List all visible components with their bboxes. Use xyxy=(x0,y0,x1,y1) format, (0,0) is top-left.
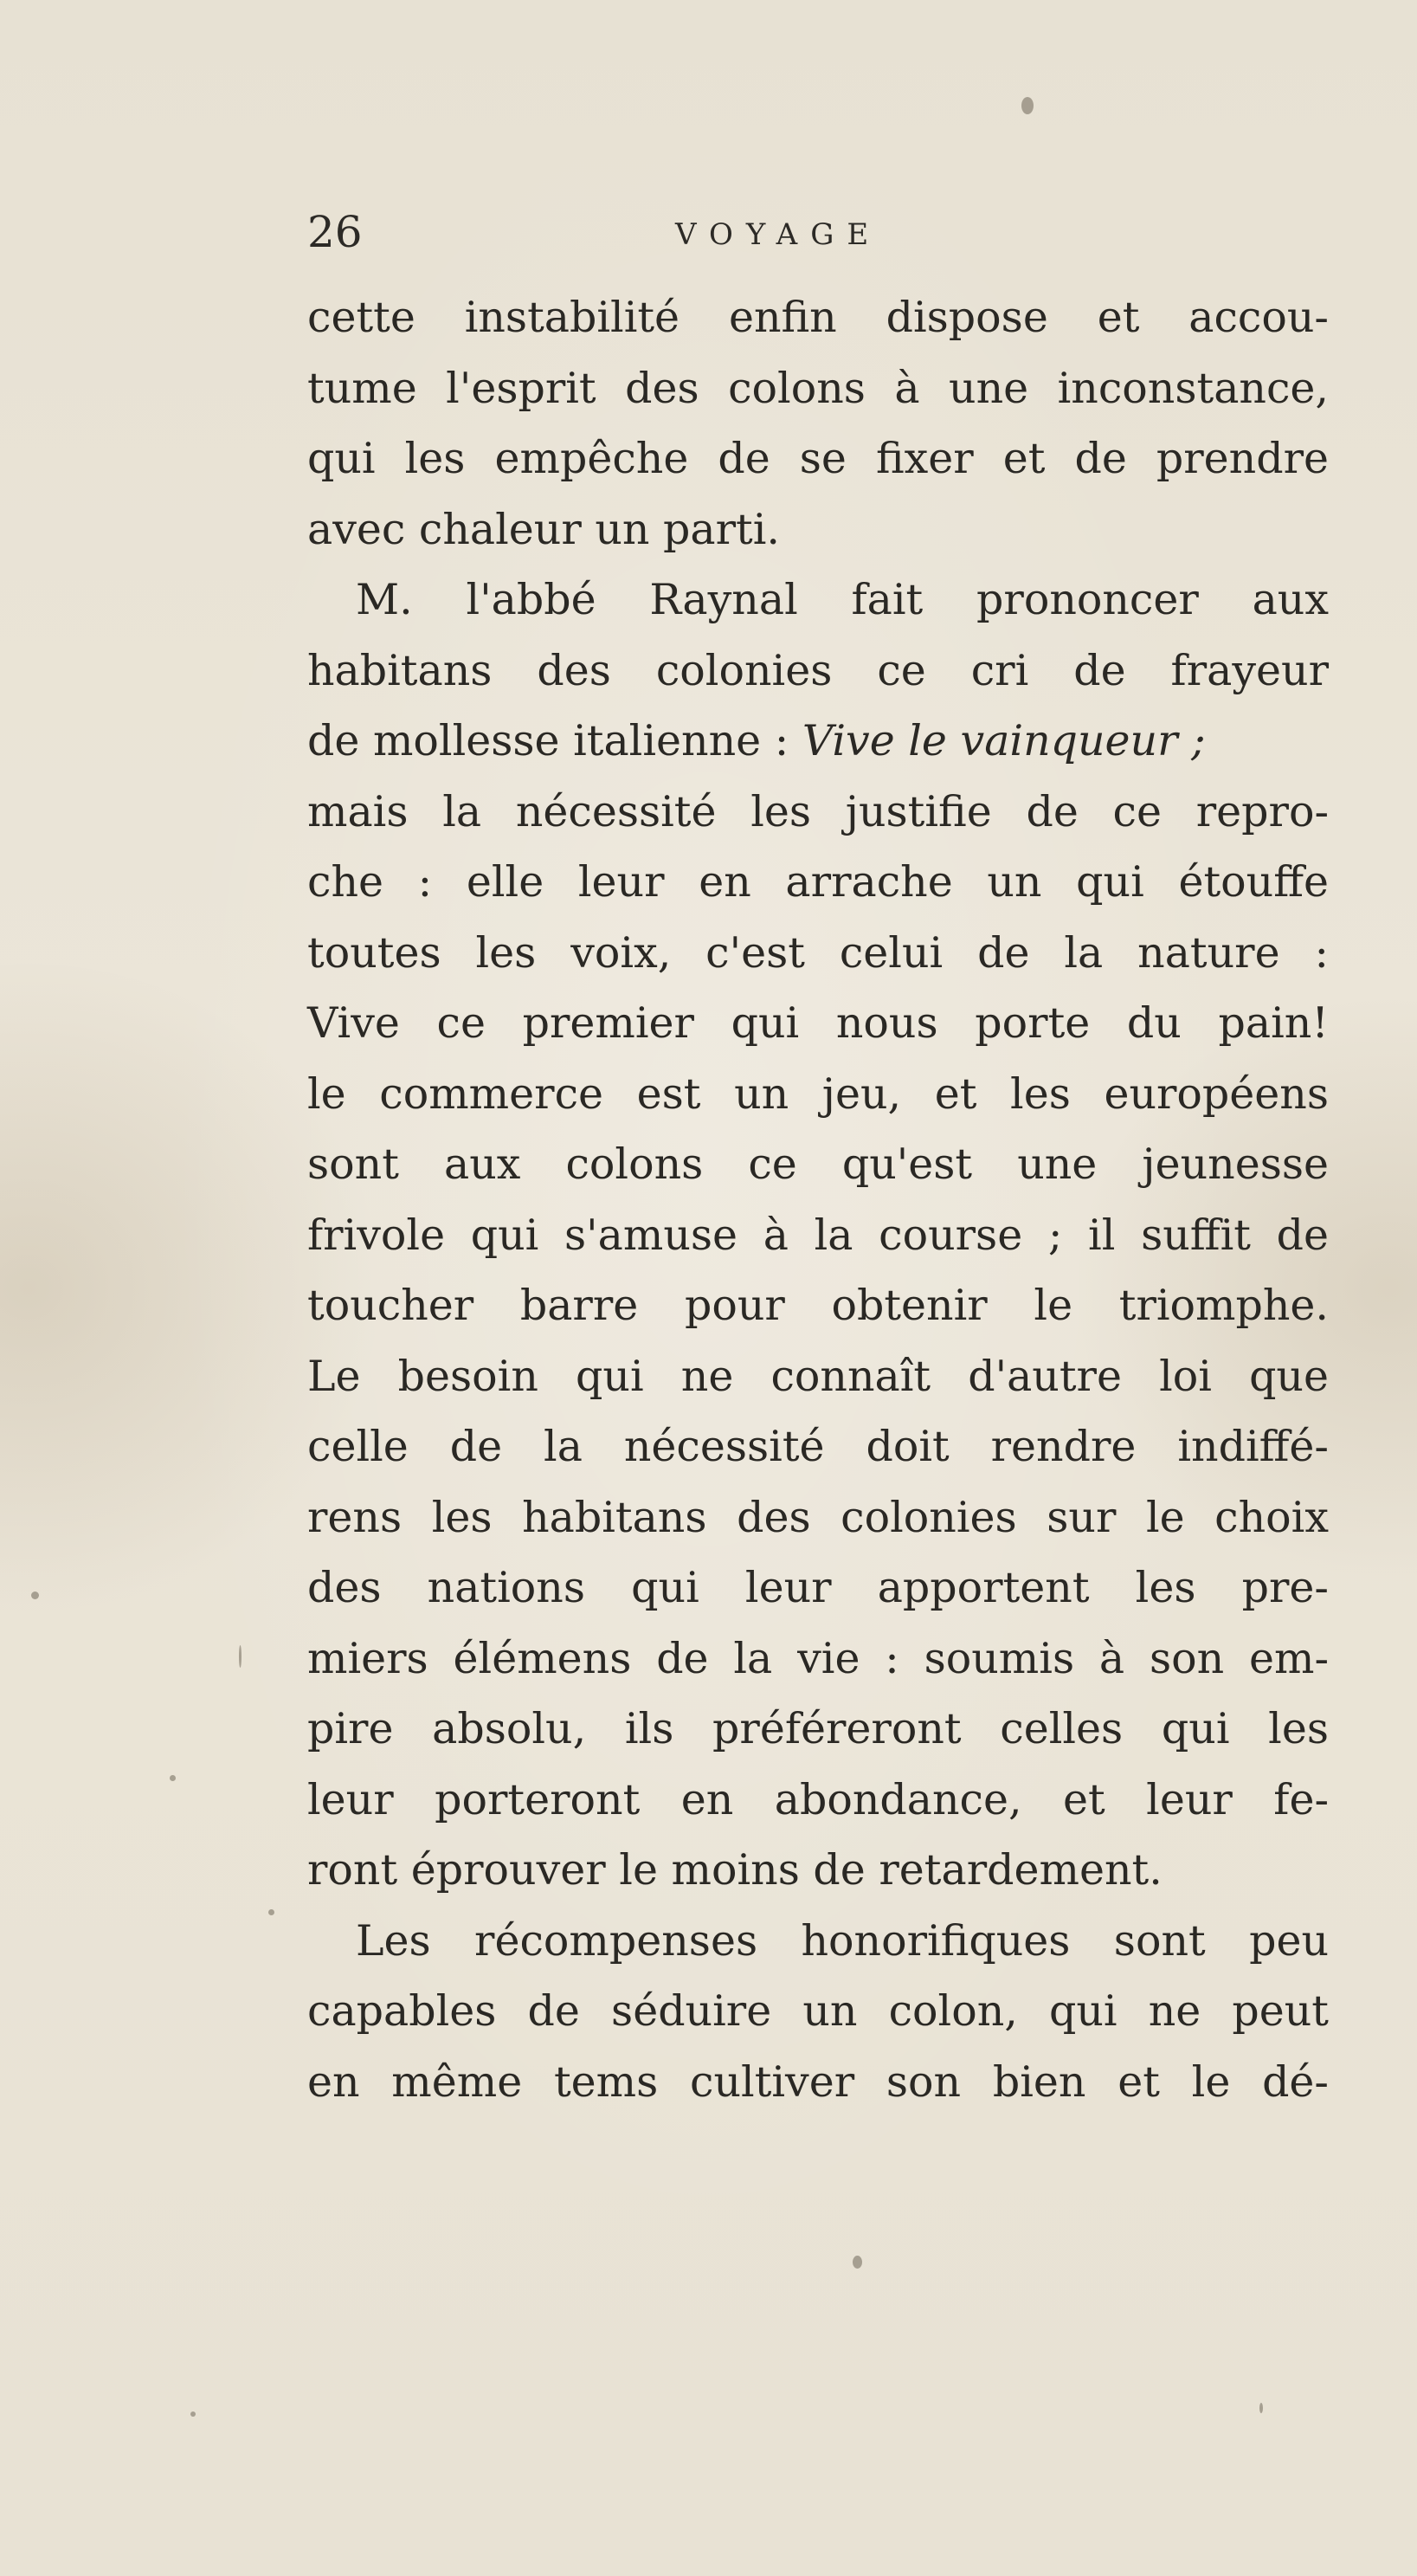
text-line: Les récompenses honorifiques sont peu xyxy=(356,1915,1329,1966)
text-line: pire absolu, ils préféreront celles qui les xyxy=(307,1704,1329,1753)
paragraph-3 xyxy=(307,1906,1329,2118)
paragraph-1 xyxy=(307,282,1329,565)
text-line: tume l'esprit des colons à une inconstance, xyxy=(307,363,1329,413)
text-line: Vive ce premier qui nous porte du pain! xyxy=(307,998,1329,1048)
text-line: miers élémens de la vie : soumis à son em- xyxy=(307,1633,1329,1683)
text-line: sont aux colons ce qu'est une jeunesse xyxy=(307,1140,1329,1189)
text-line: ront éprouver le moins de retardement. xyxy=(307,1845,1163,1895)
text-line: che : elle leur en arrache un qui étouffe xyxy=(307,857,1329,907)
running-head: VOYAGE xyxy=(675,217,882,252)
text-line: M. l'abbé Raynal fait prononcer aux xyxy=(356,575,1329,624)
text-line: celle de la nécessité doit rendre indiffé- xyxy=(307,1422,1329,1471)
text-line: avec chaleur un parti. xyxy=(307,504,780,554)
italic-quote: Vive le vainqueur ; xyxy=(802,716,1206,765)
text-line: qui les empêche de se fixer et de prendre xyxy=(307,434,1329,483)
text-line: rens les habitans des colonies sur le choix xyxy=(307,1492,1329,1542)
text-line: le commerce est un jeu, et les européens xyxy=(307,1068,1329,1119)
text-line: habitans des colonies ce cri de frayeur xyxy=(307,645,1329,695)
text-line: Le besoin qui ne connaît d'autre loi que xyxy=(307,1351,1329,1401)
text-line-segment: de mollesse italienne : xyxy=(307,716,802,765)
paper-speck xyxy=(1259,2403,1263,2413)
text-line: mais la nécessité les justifie de ce repro- xyxy=(307,786,1329,836)
text-line: des nations qui leur apportent les pre- xyxy=(307,1563,1329,1612)
text-line: frivole qui s'amuse à la course ; il suffit de xyxy=(307,1210,1329,1260)
page-number: 26 xyxy=(307,207,363,257)
paper-speck xyxy=(190,2411,196,2417)
paper-speck xyxy=(31,1591,39,1599)
paper-speck xyxy=(1021,97,1034,114)
text-line: cette instabilité enfin dispose et accou- xyxy=(307,293,1329,342)
text-line: toucher barre pour obtenir le triomphe. xyxy=(307,1281,1329,1330)
paper-speck xyxy=(268,1909,274,1915)
text-line: leur porteront en abondance, et leur fe- xyxy=(307,1774,1329,1824)
paper-speck xyxy=(853,2256,862,2269)
text-line: en même tems cultiver son bien et le dé- xyxy=(307,2056,1329,2107)
body-text xyxy=(307,282,1329,2117)
paper-speck xyxy=(170,1775,176,1781)
text-line xyxy=(307,706,1329,777)
page-header xyxy=(307,206,1329,267)
text-line: toutes les voix, c'est celui de la nature : xyxy=(307,927,1329,978)
text-line: capables de séduire un colon, qui ne peut xyxy=(307,1986,1329,2036)
paper-speck xyxy=(239,1645,242,1668)
paragraph-2 xyxy=(307,565,1329,1906)
